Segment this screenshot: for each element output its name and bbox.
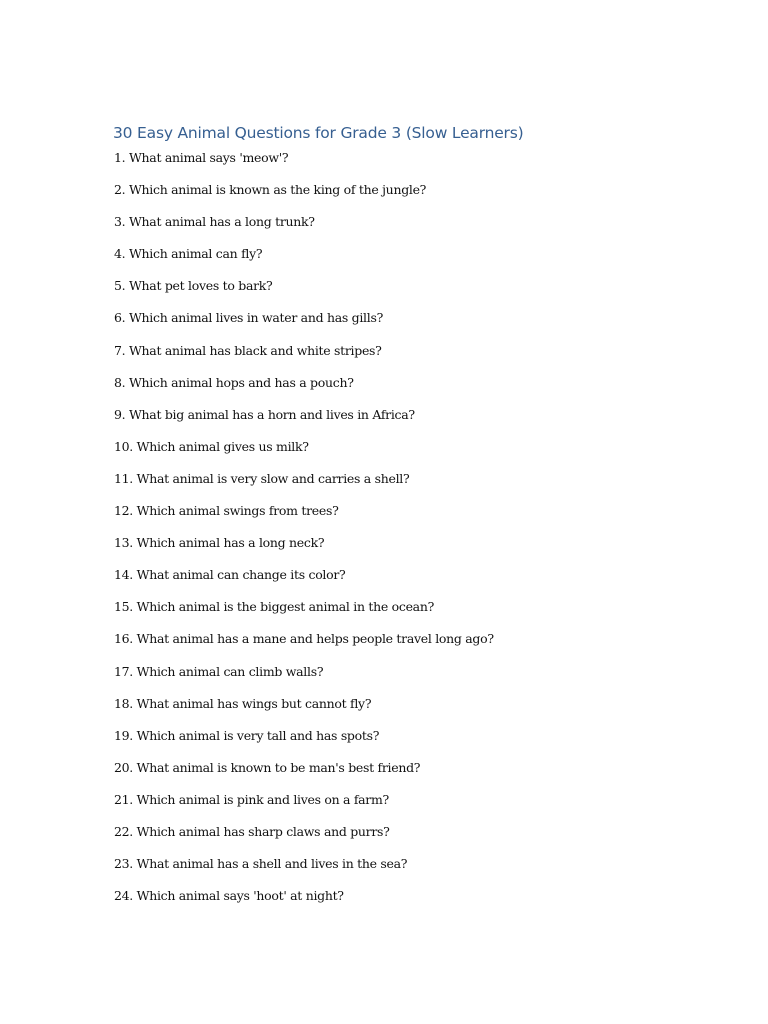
question-item: 16. What animal has a mane and helps people travel long ago? bbox=[114, 631, 494, 647]
question-item: 6. Which animal lives in water and has gills? bbox=[114, 310, 383, 326]
question-item: 19. Which animal is very tall and has spots? bbox=[114, 727, 380, 743]
question-item: 11. What animal is very slow and carries a shell? bbox=[114, 470, 410, 486]
question-item: 22. Which animal has sharp claws and purrs? bbox=[114, 823, 390, 839]
question-item: 23. What animal has a shell and lives in the sea? bbox=[114, 856, 408, 872]
question-item: 5. What pet loves to bark? bbox=[114, 278, 273, 294]
question-item: 9. What big animal has a horn and lives in Africa? bbox=[114, 406, 415, 422]
question-item: 21. Which animal is pink and lives on a farm? bbox=[114, 791, 389, 807]
question-item: 8. Which animal hops and has a pouch? bbox=[114, 374, 354, 390]
question-item: 1. What animal says 'meow'? bbox=[114, 150, 289, 165]
question-item: 20. What animal is known to be man's best friend? bbox=[114, 759, 421, 775]
question-item: 10. Which animal gives us milk? bbox=[114, 438, 309, 454]
question-item: 12. Which animal swings from trees? bbox=[114, 503, 339, 519]
question-list bbox=[114, 149, 494, 919]
question-item: 2. Which animal is known as the king of the jungle? bbox=[114, 182, 427, 198]
question-item: 13. Which animal has a long neck? bbox=[114, 535, 325, 551]
question-item: 24. Which animal says 'hoot' at night? bbox=[114, 888, 344, 904]
question-item: 14. What animal can change its color? bbox=[114, 567, 346, 583]
question-item: 7. What animal has black and white stripes? bbox=[114, 342, 382, 358]
question-item: 3. What animal has a long trunk? bbox=[114, 214, 315, 230]
question-item: 15. Which animal is the biggest animal in the ocean? bbox=[114, 599, 434, 615]
question-item: 4. Which animal can fly? bbox=[114, 246, 263, 262]
question-item: 18. What animal has wings but cannot fly? bbox=[114, 695, 372, 711]
question-item: 17. Which animal can climb walls? bbox=[114, 663, 324, 679]
document-title: 30 Easy Animal Questions for Grade 3 (Slow Learners) bbox=[113, 124, 524, 142]
